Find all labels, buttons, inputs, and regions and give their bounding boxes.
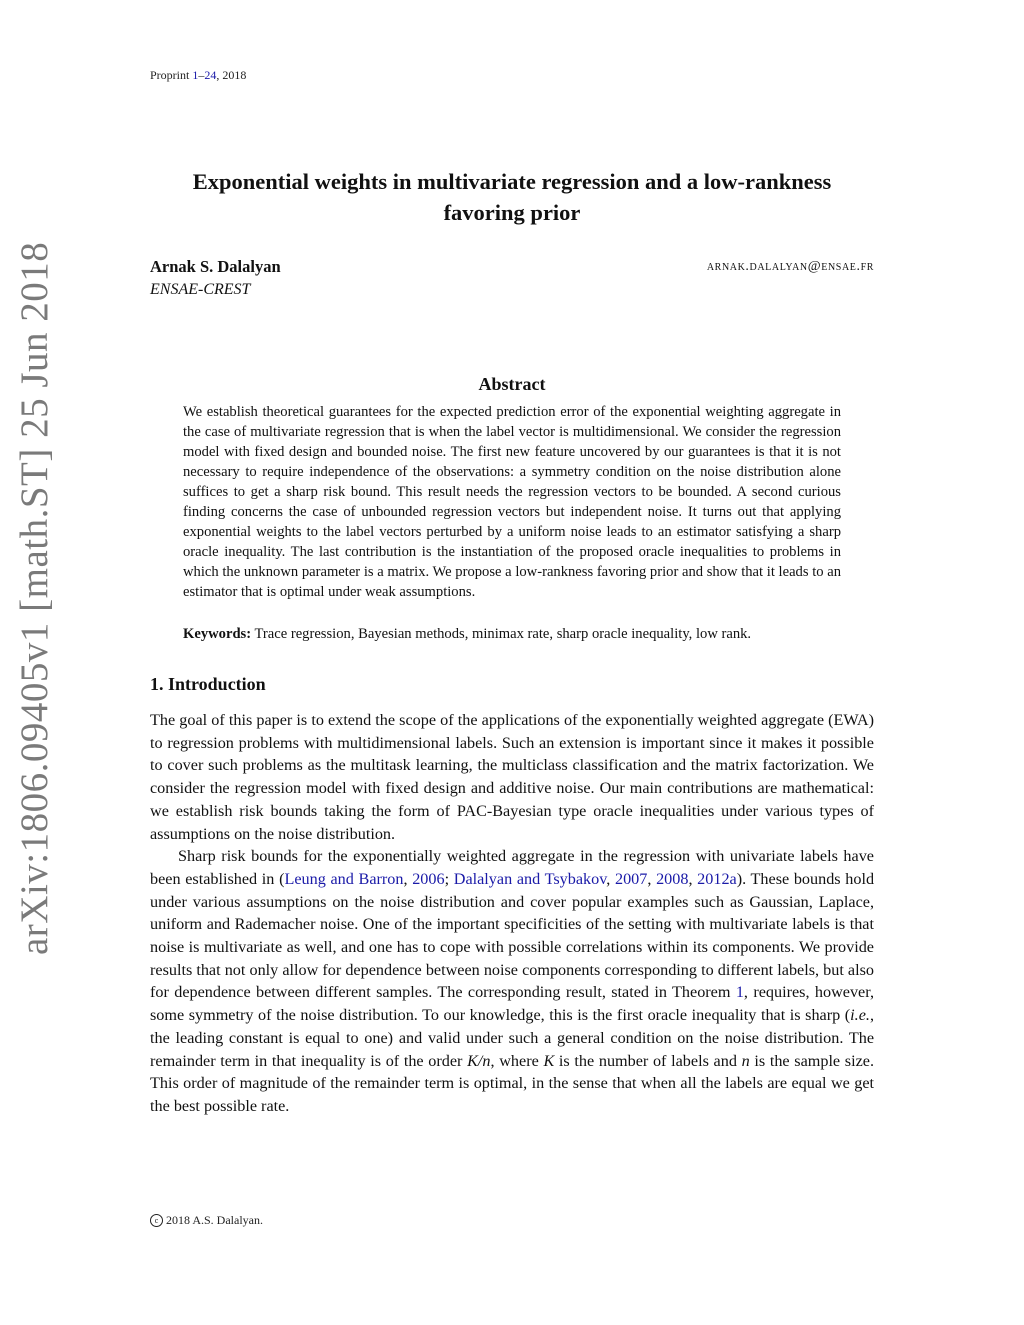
citation-2012a[interactable]: 2012a xyxy=(697,869,737,888)
ie-abbrev: i.e. xyxy=(850,1006,870,1025)
page-start-link[interactable]: 1 xyxy=(192,68,199,82)
p2-text-5: , where xyxy=(490,1051,544,1070)
p2-text-2: ). These bounds hold under various assumptions on the noise distribution and cover popular examples such as Gaussian, Laplace, uniform and Rademacher noise. One of the important specificities of the setting with multivariate labels is that noise is multivariate as well, and one has to cope with possible correlations within its components. We provide results that not only allow for dependence between noise components corresponding to different labels, but also for dependence between different samples. The corresponding result, stated in Theorem xyxy=(150,869,875,1002)
section-heading: 1. Introduction xyxy=(150,674,266,694)
citation-2006[interactable]: 2006 xyxy=(412,869,445,888)
paper-title: Exponential weights in multivariate regression and a low-rankness favoring prior xyxy=(192,169,832,225)
citation-dalalyan-tsybakov[interactable]: Dalalyan and Tsybakov xyxy=(453,869,607,888)
citation-2008[interactable]: 2008 xyxy=(656,869,689,888)
theorem-1-link[interactable]: 1 xyxy=(735,983,744,1002)
header-prefix: Proprint xyxy=(150,68,193,82)
abstract-heading: Abstract xyxy=(478,374,546,394)
author-affiliation: ENSAE-CREST xyxy=(150,281,251,298)
author-email[interactable]: arnak.dalalyan@ensae.fr xyxy=(706,259,874,274)
math-n: n xyxy=(741,1051,750,1070)
p2-text-4: , the leading constant is equal to one) and valid under such a general condition on the noise distribution. The remainder term in that inequality is of the order xyxy=(150,1006,874,1070)
citation-2007[interactable]: 2007 xyxy=(614,869,648,888)
introduction-body xyxy=(150,709,874,1118)
citation-leung-barron[interactable]: Leung and Barron xyxy=(284,869,404,888)
abstract-text: We establish theoretical guarantees for the expected prediction error of the exponential weighting aggregate in the case of multivariate regression that is when the label vector is multidimensional. We consider the regression model with fixed design and bounded noise. The first new feature uncovered by our guarantees is that it is not necessary to require independence of the observations: a symmetry condition on the noise distribution alone suffices to get a sharp risk bound. This result needs the regression vectors to be bounded. A second curious finding concerns the case of unbounded regression vectors but independent noise. It turns out that applying exponential weights to the label vectors perturbed by a uniform noise leads to an estimator satisfying a sharp oracle inequality. The last contribution is the instantiation of the proposed oracle inequalities to problems in which the unknown parameter is a matrix. We propose a low-rankness favoring prior and show that it leads to an estimator that is optimal under weak assumptions. xyxy=(183,404,841,600)
author-name: Arnak S. Dalalyan xyxy=(150,257,281,276)
running-header xyxy=(150,68,246,83)
intro-paragraph-1: The goal of this paper is to extend the scope of the applications of the exponentially weighted aggregate (EWA) to regression problems with multidimensional labels. Such an extension is important since it makes it possible to cover such problems as the multitask learning, the multiclass classification and the matrix factorization. We consider the regression model with fixed design and additive noise. Our main contributions are mathematical: we establish risk bounds taking the form of PAC-Bayesian type oracle inequalities under various types of assumptions on the noise distribution. xyxy=(150,711,874,843)
p2-text-3: , requires, however, some symmetry of the noise distribution. To our knowledge, this is the first oracle inequality that is sharp ( xyxy=(150,983,875,1025)
copyright-footer xyxy=(150,1213,263,1228)
p2-text-7: is the sample size. This order of magnitude of the remainder term is optimal, in the sense that when all the labels are equal we get the best possible rate. xyxy=(150,1051,875,1115)
header-dash: – xyxy=(198,68,205,82)
page-end-link[interactable]: 24 xyxy=(204,68,217,82)
copyright-text: 2018 A.S. Dalalyan. xyxy=(166,1213,263,1227)
keywords-label: Keywords: xyxy=(183,626,252,642)
math-k-over-n: K/n xyxy=(467,1051,491,1070)
math-k: K xyxy=(543,1051,555,1070)
citation-separator: , xyxy=(647,869,657,888)
citation-separator: ; xyxy=(444,869,454,888)
citation-separator: , xyxy=(403,869,413,888)
p2-text-1: Sharp risk bounds for the exponentially weighted aggregate in the regression with univariate labels have been established in ( xyxy=(150,847,874,888)
header-year: , 2018 xyxy=(216,68,247,82)
p2-text-6: is the number of labels and xyxy=(554,1051,742,1070)
copyright-icon: c xyxy=(150,1214,163,1227)
arxiv-stamp: arXiv:1806.09405v1 [math.ST] 25 Jun 2018 xyxy=(13,241,56,955)
keywords-line xyxy=(183,624,843,644)
keywords-text: Trace regression, Bayesian methods, minimax rate, sharp oracle inequality, low rank. xyxy=(251,626,752,642)
citation-separator: , xyxy=(688,869,698,888)
intro-paragraph-2 xyxy=(150,845,874,1117)
citation-separator: , xyxy=(606,869,615,888)
